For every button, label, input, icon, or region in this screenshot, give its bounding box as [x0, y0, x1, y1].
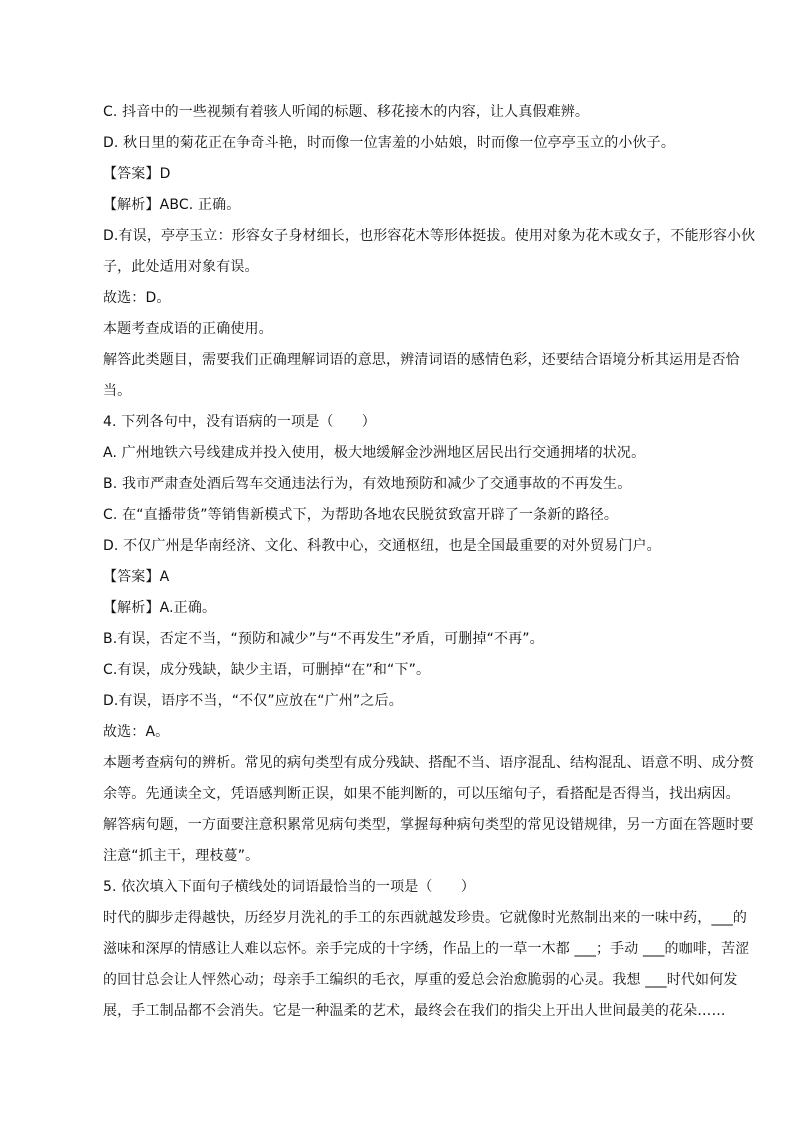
- question-5-title: 5. 依次填入下面句子横线处的词语最恰当的一项是（ ）: [103, 879, 476, 895]
- method-line: 解答此类题目，需要我们正确理解词语的意思，辨清词语的感情色彩，还要结合语境分析其运用是否恰: [103, 352, 740, 368]
- option-d-line: D. 不仅广州是华南经济、文化、科教中心，交通枢纽，也是全国最重要的对外贸易门户。: [103, 538, 661, 554]
- analysis-line: 【解析】ABC. 正确。: [103, 197, 241, 213]
- answer-line: 【答案】A: [103, 569, 170, 585]
- answer-line: 【答案】D: [103, 166, 171, 182]
- passage-line: 的回甘总会让人怦然心动；母亲手工编织的毛衣，厚重的爱总会治愈脆弱的心灵。我想 ___时代如何发: [103, 972, 738, 988]
- analysis-text: B.有误，否定不当，“预防和减少”与“不再发生”矛盾，可删掉“不再”。: [103, 631, 544, 647]
- passage-line: 时代的脚步走得越快，历经岁月洗礼的手工的东西就越发珍贵。它就像时光熬制出来的一味中药，___的: [103, 910, 748, 926]
- choice-line: 故选：D。: [103, 290, 171, 306]
- question-4-title: 4. 下列各句中，没有语病的一项是（ ）: [103, 414, 376, 430]
- summary-line: 本题考查成语的正确使用。: [103, 321, 273, 337]
- passage-line: 滋味和深厚的情感让人难以忘怀。亲手完成的十字绣，作品上的一草一木都 ___；手动 ___的咖啡，苦涩: [103, 941, 750, 957]
- analysis-text: D.有误，语序不当，“不仅”应放在“广州”之后。: [103, 693, 403, 709]
- analysis-line: 【解析】A.正确。: [103, 600, 217, 616]
- summary-line: 余等。先通读全文，凭语感判断正误，如果不能判断的，可以压缩句子，看搭配是否得当，找出病因。: [103, 786, 740, 802]
- method-line: 注意“抓主干，理枝蔓”。: [103, 848, 260, 864]
- method-line: 当。: [103, 383, 132, 399]
- analysis-text: 子，此处适用对象有误。: [103, 259, 259, 275]
- passage-line: 展，手工制品都不会消失。它是一种温柔的艺术，最终会在我们的指尖上开出人世间最美的花朵……: [103, 1003, 726, 1019]
- summary-line: 本题考查病句的辨析。常见的病句类型有成分残缺、搭配不当、语序混乱、结构混乱、语意不明、成分赘: [103, 755, 754, 771]
- option-b-line: B. 我市严肃查处酒后驾车交通违法行为，有效地预防和减少了交通事故的不再发生。: [103, 476, 632, 492]
- method-line: 解答病句题，一方面要注意积累常见病句类型，掌握每种病句类型的常见设错规律，另一方面在答题时要: [103, 817, 754, 833]
- option-a-line: A. 广州地铁六号线建成并投入使用，极大地缓解金沙洲地区居民出行交通拥堵的状况。: [103, 445, 646, 461]
- analysis-text: D.有误，亭亭玉立：形容女子身材细长，也形容花木等形体挺拔。使用对象为花木或女子，不能形容小伙: [103, 228, 756, 244]
- analysis-text: C.有误，成分残缺，缺少主语，可删掉“在”和“下”。: [103, 662, 431, 678]
- option-c-line: C. 在“直播带货”等销售新模式下，为帮助各地农民脱贫致富开辟了一条新的路径。: [103, 507, 619, 523]
- option-c-line: C. 抖音中的一些视频有着骇人听闻的标题、移花接木的内容，让人真假难辨。: [103, 104, 590, 120]
- option-d-line: D. 秋日里的菊花正在争奇斗艳，时而像一位害羞的小姑娘，时而像一位亭亭玉立的小伙子。: [103, 135, 675, 151]
- choice-line: 故选：A。: [103, 724, 170, 740]
